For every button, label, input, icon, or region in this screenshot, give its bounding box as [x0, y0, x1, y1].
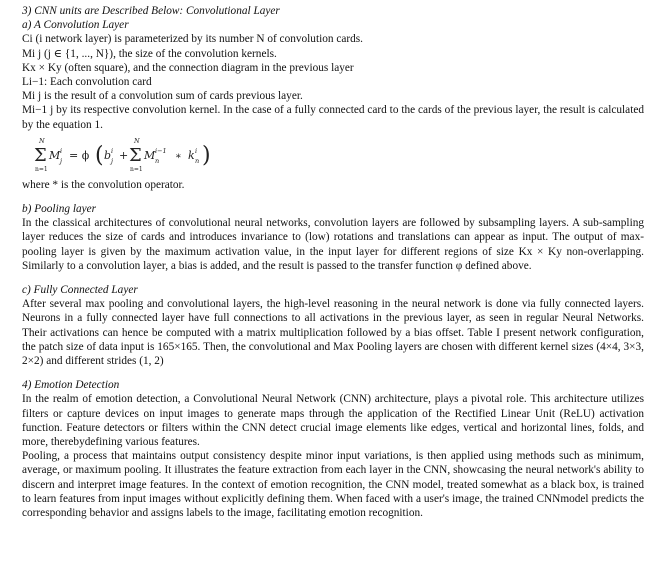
section-4-heading: 4) Emotion Detection	[22, 379, 120, 392]
where-line: where * is the convolution operator.	[22, 178, 185, 191]
sum2-upper-limit: N	[134, 136, 140, 145]
text-line: Ci (i network layer) is parameterized by its number N of convolution cards.	[22, 33, 364, 46]
lhs-superscript: i	[60, 146, 63, 155]
plus-sign: +	[119, 148, 129, 162]
sum2-lower-limit: n=1	[130, 165, 143, 173]
sum-sign: Σ	[34, 144, 47, 166]
equation-1	[22, 134, 644, 176]
paragraph: After several max pooling and convolutional layers, the high-level reasoning in the neural network is done via fully connected layers. Neurons in a fully connected layer have full connections to all activations in the previous layer, as seen in regular Neural Networks. Their activations can hence be computed with a matrix multiplication followed by a bias offset. Table I present network configuration, the patch size of data input is 165×165. Then, the convolutional and Max Pooling layers are chosen with different kernel sizes (4×4, 3×3, 2×2) and different strides (1, 2)	[22, 298, 644, 368]
spacer	[22, 368, 644, 378]
spacer	[22, 192, 644, 202]
paragraph: Pooling, a process that maintains output consistency despite minor input variations, is then applied using methods such as minimum, average, or maximum pooling. It illustrates the feature extraction from each layer in the CNN, showcasing the neural network's ability to discern and interpret image features. In the context of emotion recognition, the CNN model, treated somewhat as a black box, is trained to learn features from input images without explicitly defining them. When faced with a user's image, the trained CNNmodel predicts the corresponding behavior and assigns labels to the image, facilitating emotion recognition.	[22, 450, 644, 520]
paragraph: In the realm of emotion detection, a Convolutional Neural Network (CNN) architecture, plays a pivotal role. This architecture utilizes filters or capture devices on input images to generate maps through the application of the Rectified Linear Unit (ReLU) activation function. Feature detectors or filters within the CNN detect crucial image elements like edges, vertical and horizontal lines, folds, and more, therebydefining various features.	[22, 393, 644, 449]
m-superscript: i−1	[155, 146, 167, 155]
document-page	[22, 4, 644, 520]
paragraph: In the classical architectures of convolutional neural networks, convolution layers are followed by subsampling layers. A sub-sampling layer reduces the size of cards and introduces invariance to (low) rotations and translations can appear as input. The output of max-pooling layer is given by the maximum activation value, in the input layer for different regions of size Kx × Ky non-overlapping. Similarly to a convolution layer, a bias is added, and the result is passed to the transfer function φ defined above.	[22, 217, 644, 272]
sum-lower-limit: n=1	[35, 165, 48, 173]
right-paren: )	[202, 142, 211, 168]
text-line: Kx × Ky (often square), and the connection diagram in the previous layer	[22, 61, 354, 74]
paragraph: Mi−1 j by its respective convolution kernel. In the case of a fully connected card to the cards of the previous layer, the result is calculated by the equation 1.	[22, 104, 644, 131]
left-paren: (	[95, 142, 104, 168]
lhs-subscript: j	[60, 156, 63, 165]
equals-phi: = ϕ	[69, 148, 90, 162]
text-line: Mi j is the result of a convolution sum of cards previous layer.	[22, 90, 303, 103]
bias-superscript: i	[111, 146, 114, 155]
m-subscript: n	[155, 156, 160, 165]
subsection-b-heading: b) Pooling layer	[22, 203, 97, 216]
bias-symbol: b	[104, 148, 112, 162]
sum-upper-limit: N	[39, 136, 45, 145]
lhs-symbol: M	[49, 148, 61, 162]
sum2-sign: Σ	[129, 144, 142, 166]
subsection-a-heading: a) A Convolution Layer	[22, 19, 129, 32]
convolution-operator: ∗	[175, 150, 182, 162]
text-line: Li−1: Each convolution card	[22, 76, 152, 89]
subsection-c-heading: c) Fully Connected Layer	[22, 284, 138, 297]
kernel-symbol: k	[188, 148, 195, 162]
text-line: Mi j (j ∈ {1, ..., N}), the size of the convolution kernels.	[22, 47, 277, 60]
bias-subscript: j	[111, 156, 114, 165]
spacer	[22, 273, 644, 283]
kernel-subscript: n	[195, 156, 200, 165]
m-symbol: M	[144, 148, 156, 162]
section-3-heading: 3) CNN units are Described Below: Convolutional Layer	[22, 5, 280, 17]
kernel-superscript: i	[195, 146, 198, 155]
